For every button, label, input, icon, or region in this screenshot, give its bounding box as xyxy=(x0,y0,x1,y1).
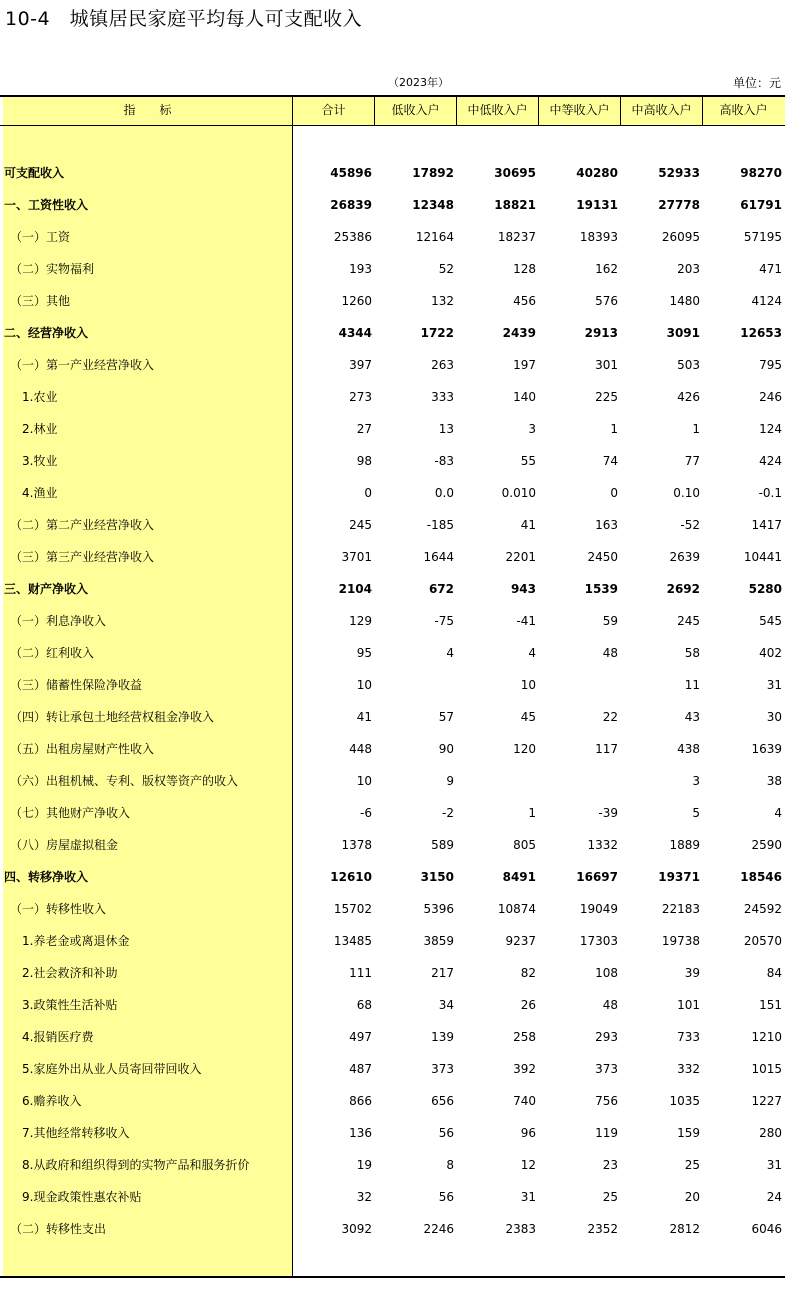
value-low-income: 373 xyxy=(431,1062,454,1076)
value-middle-income: 163 xyxy=(595,518,618,532)
value-high-income: 246 xyxy=(759,390,782,404)
value-low-income: -2 xyxy=(442,806,454,820)
value-high-income: 1639 xyxy=(751,742,782,756)
value-lower-middle-income: 26 xyxy=(520,998,536,1012)
value-lower-middle-income: 30695 xyxy=(494,166,536,180)
indicator-label: （二）红利收入 xyxy=(10,646,95,660)
value-upper-middle-income: 1035 xyxy=(669,1094,700,1108)
indicator-label: 二、经营净收入 xyxy=(4,326,89,340)
value-lower-middle-income: 1 xyxy=(528,806,536,820)
value-middle-income: 293 xyxy=(595,1030,618,1044)
value-high-income: 61791 xyxy=(740,198,782,212)
value-low-income: 56 xyxy=(438,1190,454,1204)
value-low-income xyxy=(376,669,454,701)
table-row xyxy=(0,509,785,541)
value-upper-middle-income: 1480 xyxy=(669,294,700,308)
value-lower-middle-income: 10 xyxy=(520,678,536,692)
indicator-label: （一）转移性收入 xyxy=(10,902,107,916)
value-upper-middle-income: 20 xyxy=(684,1190,700,1204)
value-lower-middle-income: 392 xyxy=(513,1062,536,1076)
indicator-label: （二）第二产业经营净收入 xyxy=(10,518,155,532)
value-lower-middle-income: 45 xyxy=(520,710,536,724)
value-lower-middle-income: 740 xyxy=(513,1094,536,1108)
value-high-income: 280 xyxy=(759,1126,782,1140)
value-high-income: 1210 xyxy=(751,1030,782,1044)
value-high-income: 4 xyxy=(774,806,782,820)
value-middle-income xyxy=(540,669,618,701)
table-row xyxy=(0,861,785,893)
value-middle-income: 119 xyxy=(595,1126,618,1140)
indicator-label: 7.其他经常转移收入 xyxy=(22,1126,130,1140)
table-row xyxy=(0,989,785,1021)
unit-label: 单位：元 xyxy=(732,76,781,90)
value-low-income: 34 xyxy=(438,998,454,1012)
value-high-income: 30 xyxy=(766,710,782,724)
value-total: 32 xyxy=(356,1190,372,1204)
value-high-income: 31 xyxy=(766,1158,782,1172)
value-middle-income: 48 xyxy=(602,998,618,1012)
value-total: 397 xyxy=(349,358,372,372)
value-lower-middle-income: 10874 xyxy=(497,902,536,916)
value-total: 497 xyxy=(349,1030,372,1044)
value-middle-income xyxy=(540,765,618,797)
value-upper-middle-income: 58 xyxy=(684,646,700,660)
value-total: 0 xyxy=(364,486,372,500)
value-high-income: -0.1 xyxy=(758,486,782,500)
table-row xyxy=(0,765,785,797)
table-row xyxy=(0,605,785,637)
table-row xyxy=(0,221,785,253)
indicator-label: （六）出租机械、专利、版权等资产的收入 xyxy=(10,774,239,788)
value-upper-middle-income: 43 xyxy=(684,710,700,724)
value-low-income: 132 xyxy=(431,294,454,308)
value-total: 10 xyxy=(356,774,372,788)
value-lower-middle-income: 41 xyxy=(520,518,536,532)
value-low-income: 333 xyxy=(431,390,454,404)
value-total: 1260 xyxy=(341,294,372,308)
value-middle-income: 108 xyxy=(595,966,618,980)
value-high-income: 4124 xyxy=(751,294,782,308)
value-low-income: 13 xyxy=(438,422,454,436)
value-high-income: 18546 xyxy=(740,870,782,884)
table-row xyxy=(0,1085,785,1117)
value-total: 273 xyxy=(349,390,372,404)
indicator-label: 一、工资性收入 xyxy=(4,198,89,212)
table-row xyxy=(0,957,785,989)
value-upper-middle-income: 5 xyxy=(692,806,700,820)
value-upper-middle-income: 2639 xyxy=(669,550,700,564)
indicator-label: 4.渔业 xyxy=(22,486,58,500)
value-total: 448 xyxy=(349,742,372,756)
value-lower-middle-income: 18821 xyxy=(494,198,536,212)
value-middle-income: 23 xyxy=(602,1158,618,1172)
value-low-income: 0.0 xyxy=(434,486,454,500)
value-upper-middle-income: -52 xyxy=(680,518,700,532)
value-upper-middle-income: 39 xyxy=(684,966,700,980)
value-high-income: 795 xyxy=(759,358,782,372)
value-middle-income: 2913 xyxy=(584,326,618,340)
value-low-income: 139 xyxy=(431,1030,454,1044)
value-lower-middle-income: 140 xyxy=(513,390,536,404)
indicator-label: （七）其他财产净收入 xyxy=(10,806,131,820)
indicator-label: 4.报销医疗费 xyxy=(22,1030,94,1044)
value-middle-income: 756 xyxy=(595,1094,618,1108)
value-middle-income: 25 xyxy=(602,1190,618,1204)
indicator-label: 8.从政府和组织得到的实物产品和服务折价 xyxy=(22,1158,250,1172)
table-row xyxy=(0,541,785,573)
value-lower-middle-income: 12 xyxy=(520,1158,536,1172)
indicator-label: （一）第一产业经营净收入 xyxy=(10,358,155,372)
value-total: 111 xyxy=(349,966,372,980)
value-lower-middle-income: 120 xyxy=(513,742,536,756)
indicator-label: （二）转移性支出 xyxy=(10,1222,107,1236)
value-middle-income: 2450 xyxy=(587,550,618,564)
value-total: 193 xyxy=(349,262,372,276)
indicator-label: 3.政策性生活补贴 xyxy=(22,998,118,1012)
value-upper-middle-income: 101 xyxy=(677,998,700,1012)
value-low-income: -83 xyxy=(434,454,454,468)
table-row xyxy=(0,1213,785,1245)
header-bottom-border xyxy=(0,125,785,126)
value-high-income: 1417 xyxy=(751,518,782,532)
value-middle-income: -39 xyxy=(598,806,618,820)
indicator-label: 1.农业 xyxy=(22,390,58,404)
value-high-income: 2590 xyxy=(751,838,782,852)
table-row xyxy=(0,1117,785,1149)
table-row xyxy=(0,829,785,861)
value-lower-middle-income: 8491 xyxy=(502,870,536,884)
value-middle-income: 74 xyxy=(602,454,618,468)
table-row xyxy=(0,893,785,925)
value-high-income: 1227 xyxy=(751,1094,782,1108)
indicator-label: （八）房屋虚拟租金 xyxy=(10,838,119,852)
value-high-income: 424 xyxy=(759,454,782,468)
value-total: 245 xyxy=(349,518,372,532)
indicator-label: （五）出租房屋财产性收入 xyxy=(10,742,155,756)
table-row xyxy=(0,573,785,605)
value-lower-middle-income: 4 xyxy=(528,646,536,660)
value-upper-middle-income: 77 xyxy=(684,454,700,468)
value-total: 13485 xyxy=(333,934,372,948)
header-total: 合计 xyxy=(321,103,346,117)
value-middle-income: 117 xyxy=(595,742,618,756)
value-high-income: 57195 xyxy=(743,230,782,244)
value-total: 866 xyxy=(349,1094,372,1108)
table-row xyxy=(0,381,785,413)
value-lower-middle-income: 31 xyxy=(520,1190,536,1204)
value-low-income: 8 xyxy=(446,1158,454,1172)
value-upper-middle-income: 159 xyxy=(677,1126,700,1140)
value-total: 1378 xyxy=(341,838,372,852)
header-upper-middle-income: 中高收入户 xyxy=(631,103,692,117)
value-lower-middle-income: 805 xyxy=(513,838,536,852)
value-upper-middle-income: 26095 xyxy=(661,230,700,244)
indicator-label: 2.社会救济和补助 xyxy=(22,966,118,980)
value-high-income: 5280 xyxy=(748,582,782,596)
value-middle-income: 40280 xyxy=(576,166,618,180)
indicator-label: （四）转让承包土地经营权租金净收入 xyxy=(10,710,215,724)
value-low-income: 3859 xyxy=(423,934,454,948)
value-low-income: -75 xyxy=(434,614,454,628)
value-total: 12610 xyxy=(330,870,372,884)
value-high-income: 12653 xyxy=(740,326,782,340)
value-low-income: 90 xyxy=(438,742,454,756)
value-high-income: 151 xyxy=(759,998,782,1012)
year-label: （2023年） xyxy=(388,76,449,89)
value-lower-middle-income: 55 xyxy=(520,454,536,468)
table-row xyxy=(0,189,785,221)
value-total: 98 xyxy=(356,454,372,468)
value-upper-middle-income: 1 xyxy=(692,422,700,436)
table-row xyxy=(0,413,785,445)
value-middle-income: 16697 xyxy=(576,870,618,884)
value-high-income: 471 xyxy=(759,262,782,276)
value-total: 136 xyxy=(349,1126,372,1140)
indicator-label: 3.牧业 xyxy=(22,454,58,468)
value-low-income: 9 xyxy=(446,774,454,788)
value-lower-middle-income: 197 xyxy=(513,358,536,372)
value-total: 487 xyxy=(349,1062,372,1076)
value-middle-income: 225 xyxy=(595,390,618,404)
table-row xyxy=(0,701,785,733)
table-row xyxy=(0,349,785,381)
value-upper-middle-income: 19738 xyxy=(661,934,700,948)
value-middle-income: 1 xyxy=(610,422,618,436)
value-upper-middle-income: 332 xyxy=(677,1062,700,1076)
value-high-income: 24592 xyxy=(743,902,782,916)
value-total: 95 xyxy=(356,646,372,660)
table-row xyxy=(0,1149,785,1181)
value-lower-middle-income: 18237 xyxy=(497,230,536,244)
value-high-income: 84 xyxy=(766,966,782,980)
value-high-income: 10441 xyxy=(743,550,782,564)
value-lower-middle-income: 3 xyxy=(528,422,536,436)
value-middle-income: 19131 xyxy=(576,198,618,212)
value-upper-middle-income: 25 xyxy=(684,1158,700,1172)
header-indicator: 指 标 xyxy=(123,103,172,117)
value-lower-middle-income: 9237 xyxy=(505,934,536,948)
value-middle-income: 17303 xyxy=(579,934,618,948)
value-upper-middle-income: 203 xyxy=(677,262,700,276)
indicator-label: 5.家庭外出从业人员寄回带回收入 xyxy=(22,1062,202,1076)
table-row xyxy=(0,477,785,509)
value-high-income: 6046 xyxy=(751,1222,782,1236)
value-low-income: 1644 xyxy=(423,550,454,564)
value-middle-income: 19049 xyxy=(579,902,618,916)
value-total: 45896 xyxy=(330,166,372,180)
indicator-label: 1.养老金或离退休金 xyxy=(22,934,130,948)
value-total: 10 xyxy=(356,678,372,692)
value-middle-income: 22 xyxy=(602,710,618,724)
value-upper-middle-income: 3 xyxy=(692,774,700,788)
value-middle-income: 1332 xyxy=(587,838,618,852)
indicator-label: 三、财产净收入 xyxy=(4,582,89,596)
value-lower-middle-income: 258 xyxy=(513,1030,536,1044)
table-row xyxy=(0,669,785,701)
value-low-income: 589 xyxy=(431,838,454,852)
value-upper-middle-income: 27778 xyxy=(658,198,700,212)
value-lower-middle-income: 0.010 xyxy=(501,486,536,500)
value-lower-middle-income: 2439 xyxy=(502,326,536,340)
indicator-label: （三）储蓄性保险净收益 xyxy=(10,678,143,692)
value-upper-middle-income: 2812 xyxy=(669,1222,700,1236)
value-total: 19 xyxy=(356,1158,372,1172)
value-lower-middle-income: 943 xyxy=(510,582,536,596)
value-low-income: 56 xyxy=(438,1126,454,1140)
value-low-income: 656 xyxy=(431,1094,454,1108)
table-row xyxy=(0,925,785,957)
table-bottom-border xyxy=(0,1276,785,1278)
value-lower-middle-income xyxy=(458,765,536,797)
value-total: 3701 xyxy=(341,550,372,564)
value-upper-middle-income: 1889 xyxy=(669,838,700,852)
value-total: 4344 xyxy=(338,326,372,340)
value-low-income: 3150 xyxy=(420,870,454,884)
table-row xyxy=(0,253,785,285)
table-row xyxy=(0,797,785,829)
value-high-income: 38 xyxy=(766,774,782,788)
value-middle-income: 576 xyxy=(595,294,618,308)
value-upper-middle-income: 438 xyxy=(677,742,700,756)
value-upper-middle-income: 503 xyxy=(677,358,700,372)
header-high-income: 高收入户 xyxy=(719,103,768,117)
value-lower-middle-income: 2201 xyxy=(505,550,536,564)
value-total: 68 xyxy=(356,998,372,1012)
value-total: 3092 xyxy=(341,1222,372,1236)
indicator-label: 四、转移净收入 xyxy=(4,870,89,884)
table-row xyxy=(0,445,785,477)
indicator-label: 2.林业 xyxy=(22,422,58,436)
value-low-income: 17892 xyxy=(412,166,454,180)
value-total: 41 xyxy=(356,710,372,724)
value-middle-income: 48 xyxy=(602,646,618,660)
value-low-income: 2246 xyxy=(423,1222,454,1236)
table-row xyxy=(0,317,785,349)
value-upper-middle-income: 2692 xyxy=(666,582,700,596)
value-high-income: 98270 xyxy=(740,166,782,180)
value-high-income: 31 xyxy=(766,678,782,692)
indicator-label: （三）其他 xyxy=(10,294,71,308)
table-row xyxy=(0,637,785,669)
value-low-income: 52 xyxy=(438,262,454,276)
table-row xyxy=(0,1053,785,1085)
table-row xyxy=(0,157,785,189)
value-middle-income: 59 xyxy=(602,614,618,628)
value-low-income: 1722 xyxy=(420,326,454,340)
value-middle-income: 1539 xyxy=(584,582,618,596)
value-lower-middle-income: 128 xyxy=(513,262,536,276)
value-low-income: 217 xyxy=(431,966,454,980)
indicator-label: （三）第三产业经营净收入 xyxy=(10,550,155,564)
value-low-income: 5396 xyxy=(423,902,454,916)
value-low-income: 57 xyxy=(438,710,454,724)
value-upper-middle-income: 245 xyxy=(677,614,700,628)
value-middle-income: 2352 xyxy=(587,1222,618,1236)
value-high-income: 1015 xyxy=(751,1062,782,1076)
table-row xyxy=(0,285,785,317)
value-total: 25386 xyxy=(333,230,372,244)
table-row xyxy=(0,1181,785,1213)
value-lower-middle-income: 96 xyxy=(520,1126,536,1140)
value-low-income: 12164 xyxy=(415,230,454,244)
indicator-label: （一）工资 xyxy=(10,230,71,244)
value-low-income: 12348 xyxy=(412,198,454,212)
value-upper-middle-income: 426 xyxy=(677,390,700,404)
value-high-income: 24 xyxy=(766,1190,782,1204)
indicator-label: （二）实物福利 xyxy=(10,262,95,276)
value-lower-middle-income: 456 xyxy=(513,294,536,308)
value-low-income: 4 xyxy=(446,646,454,660)
value-lower-middle-income: -41 xyxy=(516,614,536,628)
value-low-income: 263 xyxy=(431,358,454,372)
value-total: -6 xyxy=(360,806,372,820)
value-lower-middle-income: 2383 xyxy=(505,1222,536,1236)
value-high-income: 545 xyxy=(759,614,782,628)
value-lower-middle-income: 82 xyxy=(520,966,536,980)
value-middle-income: 0 xyxy=(610,486,618,500)
value-total: 26839 xyxy=(330,198,372,212)
header-lower-middle-income: 中低收入户 xyxy=(467,103,528,117)
value-total: 129 xyxy=(349,614,372,628)
table-row xyxy=(0,733,785,765)
value-middle-income: 18393 xyxy=(579,230,618,244)
value-low-income: 672 xyxy=(428,582,454,596)
indicator-label: 9.现金政策性惠农补贴 xyxy=(22,1190,142,1204)
value-middle-income: 301 xyxy=(595,358,618,372)
table-row xyxy=(0,1021,785,1053)
value-middle-income: 162 xyxy=(595,262,618,276)
value-high-income: 124 xyxy=(759,422,782,436)
indicator-label: 6.赡养收入 xyxy=(22,1094,82,1108)
value-upper-middle-income: 733 xyxy=(677,1030,700,1044)
value-high-income: 20570 xyxy=(743,934,782,948)
indicator-label: （一）利息净收入 xyxy=(10,614,107,628)
value-upper-middle-income: 11 xyxy=(684,678,700,692)
value-total: 2104 xyxy=(338,582,372,596)
value-upper-middle-income: 22183 xyxy=(661,902,700,916)
page-title: 10-4 城镇居民家庭平均每人可支配收入 xyxy=(5,8,363,30)
value-upper-middle-income: 52933 xyxy=(658,166,700,180)
value-total: 27 xyxy=(356,422,372,436)
value-upper-middle-income: 19371 xyxy=(658,870,700,884)
value-middle-income: 373 xyxy=(595,1062,618,1076)
header-low-income: 低收入户 xyxy=(391,103,440,117)
value-upper-middle-income: 0.10 xyxy=(673,486,700,500)
value-total: 15702 xyxy=(333,902,372,916)
header-middle-income: 中等收入户 xyxy=(549,103,610,117)
value-low-income: -185 xyxy=(426,518,454,532)
value-upper-middle-income: 3091 xyxy=(666,326,700,340)
indicator-label: 可支配收入 xyxy=(4,166,65,180)
value-high-income: 402 xyxy=(759,646,782,660)
